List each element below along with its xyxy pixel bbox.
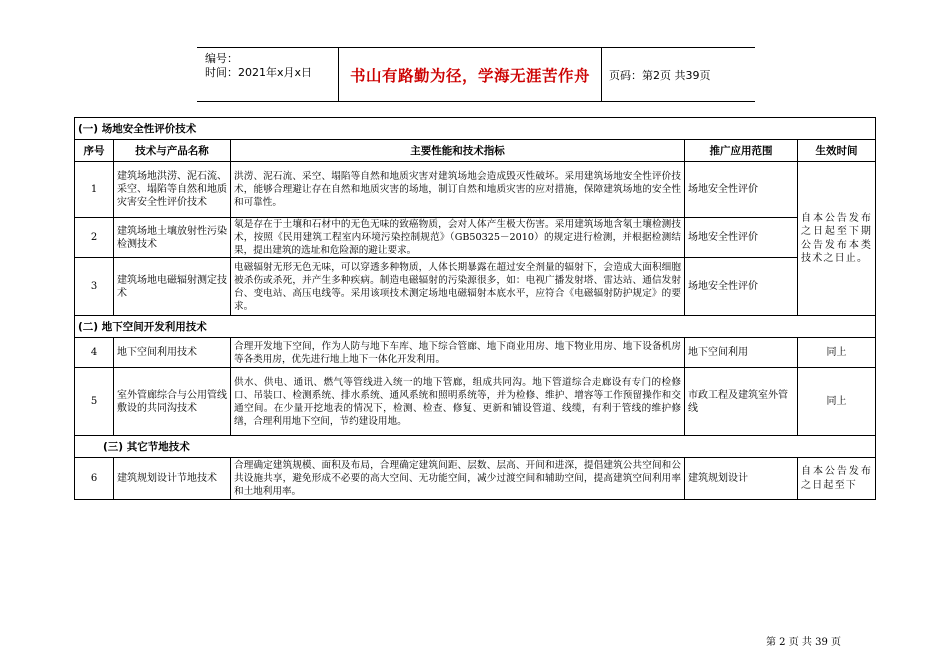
header-meta — [197, 48, 339, 101]
effective-time: 同上 — [798, 368, 876, 436]
table-header-row — [75, 140, 876, 162]
row-number: 6 — [75, 458, 114, 500]
application-scope: 场地安全性评价 — [685, 162, 798, 218]
tech-name: 建筑场地土壤放射性污染检测技术 — [114, 218, 231, 258]
row-number: 3 — [75, 258, 114, 316]
application-scope: 市政工程及建筑室外管线 — [685, 368, 798, 436]
row-number: 5 — [75, 368, 114, 436]
tech-name: 建筑场地电磁辐射测定技术 — [114, 258, 231, 316]
tech-performance: 合理开发地下空间，作为人防与地下车库、地下综合管廊、地下商业用房、地下物业用房、地下设备机房等各类用房，优先进行地上地下一体化开发利用。 — [231, 338, 685, 368]
number-label: 编号： — [205, 52, 238, 65]
column-header: 序号 — [75, 140, 114, 162]
tech-name: 建筑规划设计节地技术 — [114, 458, 231, 500]
application-scope: 场地安全性评价 — [685, 258, 798, 316]
section-title: (一) 场地安全性评价技术 — [75, 118, 876, 140]
table-row — [75, 368, 876, 436]
column-header: 主要性能和技术指标 — [231, 140, 685, 162]
time-label: 时间：2021年x月x日 — [205, 66, 313, 79]
technology-table — [74, 117, 876, 500]
row-number: 2 — [75, 218, 114, 258]
application-scope: 场地安全性评价 — [685, 218, 798, 258]
table-row — [75, 258, 876, 316]
table-row — [75, 338, 876, 368]
row-number: 1 — [75, 162, 114, 218]
tech-performance: 合理确定建筑规模、面积及布局，合理确定建筑间距、层数、层高、开间和进深，提倡建筑公共空间和公共设施共享，避免形成不必要的高大空间、无功能空间，减少过渡空间和辅助空间，提高建筑空间利用率和土地利用率。 — [231, 458, 685, 500]
section-title: (二) 地下空间开发利用技术 — [75, 316, 876, 338]
table-row — [75, 218, 876, 258]
page-label: 页码：第2页 共39页 — [609, 68, 711, 82]
tech-name: 地下空间利用技术 — [114, 338, 231, 368]
application-scope: 建筑规划设计 — [685, 458, 798, 500]
effective-time: 同上 — [798, 338, 876, 368]
page-header — [197, 47, 755, 102]
table-row — [75, 162, 876, 218]
table-row — [75, 458, 876, 500]
row-number: 4 — [75, 338, 114, 368]
tech-name: 建筑场地洪涝、泥石流、采空、塌陷等自然和地质灾害安全性评价技术 — [114, 162, 231, 218]
tech-performance: 供水、供电、通讯、燃气等管线进入统一的地下管廊，组成共同沟。地下管道综合走廊设有专门的检修口、吊装口、检测系统、排水系统、通风系统和照明系统等，并为检修、维护、增容等工作预留操作和交通空间。在少量开挖地表的情况下，检测、检查、修复、更新和铺设管道、线缆，有利于管线的维护修缮，合理利用地下空间，节约建设用地。 — [231, 368, 685, 436]
column-header: 推广应用范围 — [685, 140, 798, 162]
application-scope: 地下空间利用 — [685, 338, 798, 368]
tech-name: 室外管廊综合与公用管线敷设的共同沟技术 — [114, 368, 231, 436]
effective-time: 自本公告发布之日起至下期公告发布本类技术之日止。 — [798, 162, 876, 316]
slogan: 书山有路勤为径，学海无涯苦作舟 — [339, 48, 602, 101]
tech-performance: 洪涝、泥石流、采空、塌陷等自然和地质灾害对建筑场地会造成毁灭性破坏。采用建筑场地安全性评价技术，能够合理避让存在自然和地质灾害的场地，制订自然和地质灾害的应对措施，保障建筑场地的安全性和可靠性。 — [231, 162, 685, 218]
column-header: 技术与产品名称 — [114, 140, 231, 162]
tech-performance: 电磁辐射无形无色无味，可以穿透多种物质，人体长期暴露在超过安全剂量的辐射下，会造成大面积细胞被杀伤或杀死，并产生多种疾病。制造电磁辐射的污染源很多，如：电视广播发射塔、雷达站、通信发射台、变电站、高压电线等。采用该项技术测定场地电磁辐射本底水平，应符合《电磁辐射防护规定》的要求。 — [231, 258, 685, 316]
column-header: 生效时间 — [798, 140, 876, 162]
effective-time: 自本公告发布之日起至下 — [798, 458, 876, 500]
page-footer: 第 2 页 共 39 页 — [766, 637, 841, 648]
section-title: (三) 其它节地技术 — [75, 436, 876, 458]
tech-performance: 氡是存在于土壤和石材中的无色无味的致癌物质，会对人体产生极大伤害。采用建筑场地含氡土壤检测技术，按照《民用建筑工程室内环境污染控制规范》（GB50325－2010）的规定进行检测，并根据检测结果，提出建筑的选址和危险源的避让要求。 — [231, 218, 685, 258]
